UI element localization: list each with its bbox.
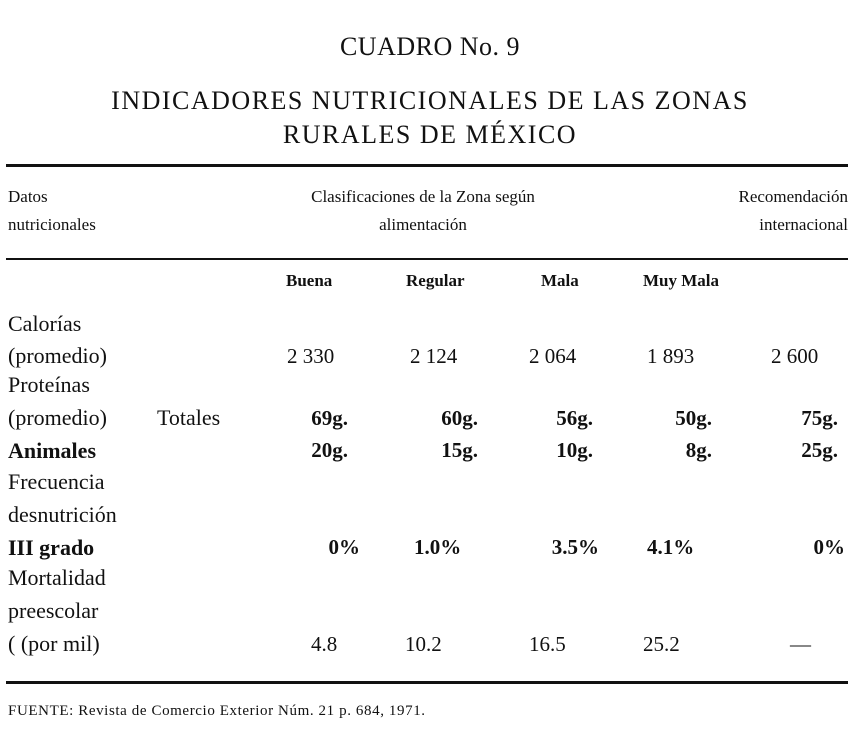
cell-proteinas-muy-mala: 50g.	[675, 406, 712, 430]
row-label-por-mil: ( (por mil)	[8, 631, 100, 656]
cell-mortalidad-buena: 4.8	[311, 632, 338, 656]
header-recommendation	[640, 183, 848, 239]
top-rule	[6, 164, 848, 167]
cell-animales-buena: 20g.	[311, 438, 348, 462]
cell-desnutricion-mala: 3.5%	[551, 535, 599, 559]
cell-proteinas-regular: 60g.	[441, 406, 478, 430]
source-note: FUENTE: Revista de Comercio Exterior Núm. 21 p. 684, 1971.	[8, 703, 426, 719]
cell-calorias-regular: 2 124	[410, 344, 458, 368]
bottom-rule	[6, 681, 848, 684]
header-recommendation-line2: internacional	[759, 215, 848, 234]
header-classification-line2: alimentación	[379, 215, 467, 234]
cell-calorias-buena: 2 330	[287, 344, 335, 368]
cell-animales-muy-mala: 8g.	[685, 438, 712, 462]
header-recommendation-line1: Recomendación	[738, 187, 848, 206]
header-datos-line2: nutricionales	[8, 215, 96, 234]
header-classification-line1: Clasificaciones de la Zona según	[311, 187, 535, 206]
cell-animales-regular: 15g.	[441, 438, 478, 462]
row-label-mortalidad: Mortalidad	[8, 565, 106, 590]
row-label-proteinas: Proteínas	[8, 372, 90, 397]
cell-desnutricion-recomendacion: 0%	[813, 535, 845, 559]
row-label-proteinas-promedio: (promedio)	[8, 405, 107, 430]
row-label-frecuencia: Frecuencia	[8, 469, 105, 494]
cell-desnutricion-regular: 1.0%	[414, 535, 462, 559]
cell-proteinas-buena: 69g.	[311, 406, 348, 430]
row-label-preescolar: preescolar	[8, 598, 99, 623]
cell-animales-mala: 10g.	[556, 438, 593, 462]
cell-mortalidad-regular: 10.2	[405, 632, 442, 656]
table-number-title: CUADRO No. 9	[339, 32, 521, 61]
header-datos	[8, 183, 96, 239]
subheader-regular: Regular	[406, 271, 465, 290]
cell-proteinas-mala: 56g.	[556, 406, 593, 430]
cell-mortalidad-muy-mala: 25.2	[643, 632, 680, 656]
row-label-desnutricion: desnutrición	[8, 502, 117, 527]
header-classification	[248, 183, 598, 239]
table-title-line1: INDICADORES NUTRICIONALES DE LAS ZONAS	[111, 86, 749, 115]
row-label-animales: Animales	[8, 438, 96, 463]
cell-desnutricion-muy-mala: 4.1%	[647, 535, 695, 559]
cell-calorias-muy-mala: 1 893	[647, 344, 695, 368]
header-rule	[6, 258, 848, 260]
cell-desnutricion-buena: 0%	[328, 535, 360, 559]
cell-animales-recomendacion: 25g.	[801, 438, 838, 462]
cell-calorias-recomendacion: 2 600	[771, 344, 819, 368]
row-label-iii-grado: III grado	[8, 535, 95, 560]
table-title	[0, 84, 860, 152]
cell-mortalidad-mala: 16.5	[529, 632, 566, 656]
row-label-calorias-promedio: (promedio)	[8, 343, 107, 368]
row-label-calorias: Calorías	[8, 311, 82, 336]
table-title-line2: RURALES DE MÉXICO	[282, 120, 578, 149]
subheader-buena: Buena	[286, 271, 333, 290]
subheader-muy-mala: Muy Mala	[643, 271, 720, 290]
row-label-totales: Totales	[157, 405, 221, 430]
cell-calorias-mala: 2 064	[529, 344, 577, 368]
header-datos-line1: Datos	[8, 187, 48, 206]
cell-proteinas-recomendacion: 75g.	[801, 406, 838, 430]
cell-mortalidad-recomendacion: —	[790, 632, 811, 656]
subheader-mala: Mala	[541, 271, 579, 290]
